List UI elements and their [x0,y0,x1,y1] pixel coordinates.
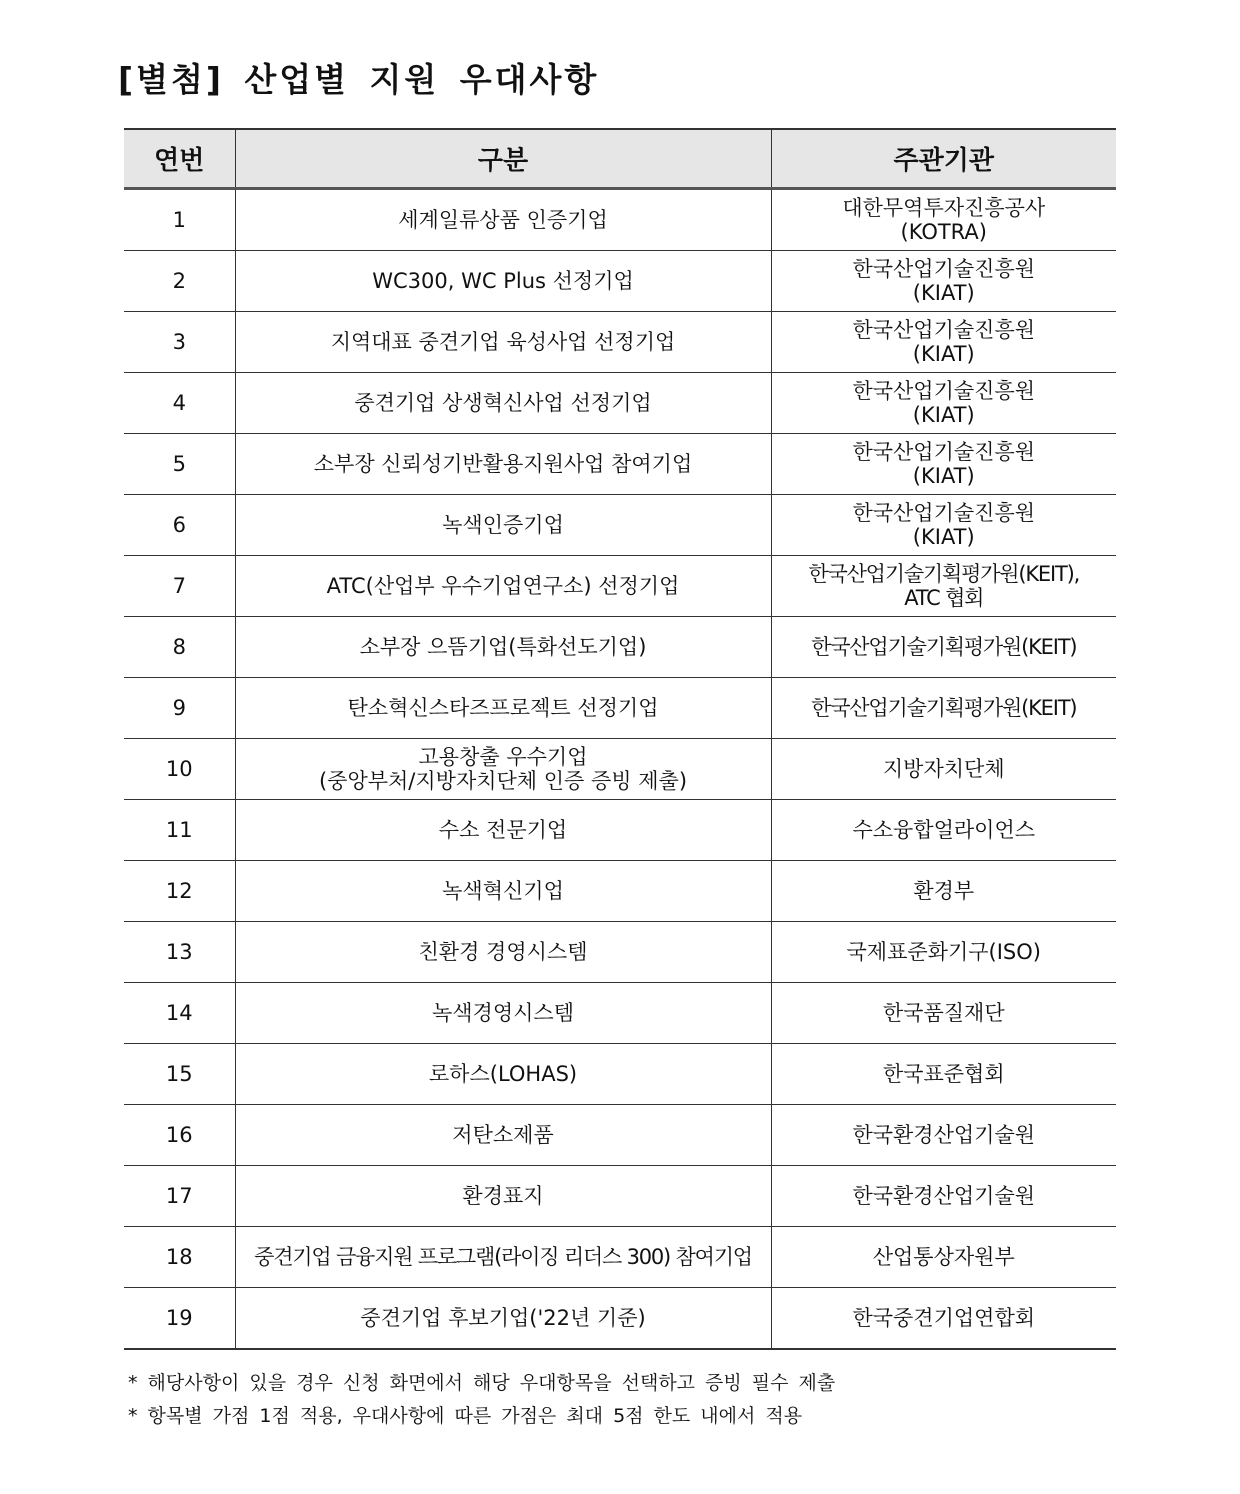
row-category: 중견기업 상생혁신사업 선정기업 [235,373,771,434]
row-number: 4 [124,373,235,434]
row-number: 5 [124,434,235,495]
row-organization: 한국산업기술진흥원 (KIAT) [771,434,1116,495]
row-organization: 한국산업기술진흥원 (KIAT) [771,251,1116,312]
row-organization: 산업통상자원부 [771,1227,1116,1288]
row-category: 중견기업 금융지원 프로그램(라이징 리더스 300) 참여기업 [235,1227,771,1288]
row-organization: 한국산업기술진흥원 (KIAT) [771,373,1116,434]
row-number: 15 [124,1044,235,1105]
table-row [124,1105,1116,1166]
row-category: 녹색인증기업 [235,495,771,556]
row-number: 11 [124,800,235,861]
table-header-row [124,129,1116,189]
table-row [124,922,1116,983]
table-row [124,251,1116,312]
header-category: 구분 [235,129,771,189]
row-category: ATC(산업부 우수기업연구소) 선정기업 [235,556,771,617]
table-row [124,1166,1116,1227]
row-organization: 한국환경산업기술원 [771,1105,1116,1166]
table-row [124,1044,1116,1105]
row-number: 6 [124,495,235,556]
header-number: 연번 [124,129,235,189]
row-category: 고용창출 우수기업 (중앙부처/지방자치단체 인증 증빙 제출) [235,739,771,800]
table-row [124,373,1116,434]
footnote: * 해당사항이 있을 경우 신청 화면에서 해당 우대항목을 선택하고 증빙 필수 제출 [128,1372,836,1394]
footnote: * 항목별 가점 1점 적용, 우대사항에 따른 가점은 최대 5점 한도 내에서 적용 [128,1405,803,1427]
row-organization: 한국산업기술진흥원 (KIAT) [771,495,1116,556]
row-organization: 국제표준화기구(ISO) [771,922,1116,983]
row-category: 저탄소제품 [235,1105,771,1166]
table-row [124,800,1116,861]
row-number: 17 [124,1166,235,1227]
table-row [124,556,1116,617]
row-category: WC300, WC Plus 선정기업 [235,251,771,312]
row-category: 세계일류상품 인증기업 [235,189,771,251]
row-number: 18 [124,1227,235,1288]
row-organization: 한국중견기업연합회 [771,1288,1116,1350]
row-category: 중견기업 후보기업('22년 기준) [235,1288,771,1350]
row-organization: 한국산업기술기획평가원(KEIT), ATC 협회 [771,556,1116,617]
row-number: 19 [124,1288,235,1350]
row-organization: 한국품질재단 [771,983,1116,1044]
row-number: 14 [124,983,235,1044]
row-organization: 대한무역투자진흥공사 (KOTRA) [771,189,1116,251]
table-row [124,1288,1116,1350]
row-number: 1 [124,189,235,251]
table-row [124,983,1116,1044]
row-organization: 수소융합얼라이언스 [771,800,1116,861]
table-row [124,434,1116,495]
table-row [124,1227,1116,1288]
table-row [124,312,1116,373]
row-organization: 한국산업기술진흥원 (KIAT) [771,312,1116,373]
row-category: 환경표지 [235,1166,771,1227]
row-category: 로하스(LOHAS) [235,1044,771,1105]
row-number: 2 [124,251,235,312]
row-organization: 지방자치단체 [771,739,1116,800]
row-category: 친환경 경영시스템 [235,922,771,983]
table-row [124,495,1116,556]
row-number: 10 [124,739,235,800]
row-organization: 한국환경산업기술원 [771,1166,1116,1227]
row-category: 녹색혁신기업 [235,861,771,922]
row-number: 7 [124,556,235,617]
footnotes [128,1367,835,1433]
row-category: 탄소혁신스타즈프로젝트 선정기업 [235,678,771,739]
table-row [124,739,1116,800]
table-row [124,617,1116,678]
preference-table [124,128,1116,1350]
table-row [124,189,1116,251]
row-category: 수소 전문기업 [235,800,771,861]
row-category: 소부장 신뢰성기반활용지원사업 참여기업 [235,434,771,495]
row-number: 12 [124,861,235,922]
row-organization: 한국산업기술기획평가원(KEIT) [771,678,1116,739]
row-number: 3 [124,312,235,373]
row-number: 13 [124,922,235,983]
page-title: [별첨] 산업별 지원 우대사항 [118,60,600,99]
table-row [124,678,1116,739]
row-number: 16 [124,1105,235,1166]
row-organization: 한국표준협회 [771,1044,1116,1105]
row-number: 9 [124,678,235,739]
table-row [124,861,1116,922]
row-category: 녹색경영시스템 [235,983,771,1044]
row-number: 8 [124,617,235,678]
row-category: 소부장 으뜸기업(특화선도기업) [235,617,771,678]
row-organization: 한국산업기술기획평가원(KEIT) [771,617,1116,678]
row-category: 지역대표 중견기업 육성사업 선정기업 [235,312,771,373]
header-organization: 주관기관 [771,129,1116,189]
row-organization: 환경부 [771,861,1116,922]
